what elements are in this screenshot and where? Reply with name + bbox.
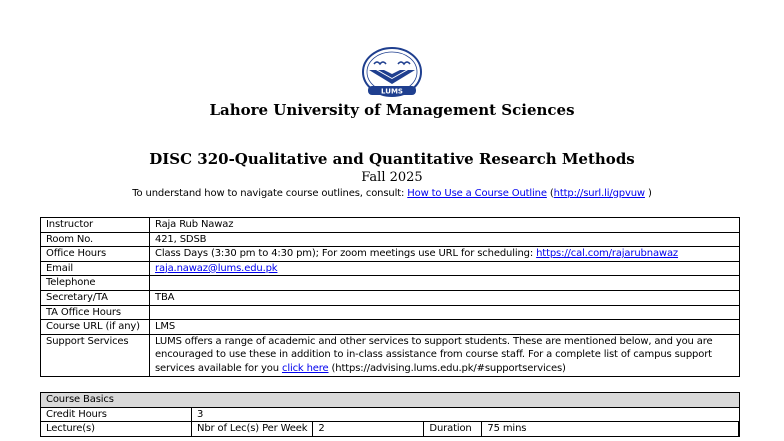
- table-row: [41, 393, 740, 408]
- instructor-value: Raja Rub Nawaz: [150, 218, 740, 233]
- term: Fall 2025: [361, 170, 423, 185]
- table-row: [41, 276, 740, 291]
- lums-logo-icon: [360, 46, 424, 98]
- table-row: [41, 232, 740, 247]
- ta-office-hours-value: [150, 305, 740, 320]
- course-basics-heading: Course Basics: [41, 393, 740, 408]
- table-spacer: [739, 422, 740, 437]
- secretary-label: Secretary/TA: [41, 290, 150, 305]
- course-outline-guide: [0, 188, 784, 199]
- svg-text:LUMS: LUMS: [381, 87, 403, 96]
- telephone-label: Telephone: [41, 276, 150, 291]
- credit-hours-label: Credit Hours: [41, 407, 192, 422]
- course-url-value: LMS: [150, 320, 740, 335]
- office-hours-cell: [150, 247, 740, 262]
- ta-office-hours-label: TA Office Hours: [41, 305, 150, 320]
- support-services-url: (https://advising.lums.edu.pk/#supportservices): [328, 362, 566, 374]
- lectures-label: Lecture(s): [41, 422, 192, 437]
- course-outline-guide-link[interactable]: How to Use a Course Outline: [407, 188, 547, 199]
- guide-text: To understand how to navigate course outlines, consult:: [132, 188, 408, 199]
- course-outline-guide-url[interactable]: http://surl.li/gpvuw: [553, 188, 645, 199]
- room-value: 421, SDSB: [150, 232, 740, 247]
- table-row: [41, 218, 740, 233]
- office-hours-value: Class Days (3:30 pm to 4:30 pm); For zoom meetings use URL for scheduling:: [155, 248, 537, 260]
- support-services-link[interactable]: click here: [281, 362, 329, 374]
- room-label: Room No.: [41, 232, 150, 247]
- table-row: [41, 261, 740, 276]
- credit-hours-value: 3: [192, 407, 740, 422]
- support-services-label: Support Services: [41, 334, 150, 376]
- duration-label: Duration: [424, 422, 482, 437]
- lectures-per-week-label: Nbr of Lec(s) Per Week: [192, 422, 313, 437]
- course-info-table: [40, 217, 740, 377]
- table-row: [41, 247, 740, 262]
- table-row: [41, 422, 740, 437]
- telephone-value: [150, 276, 740, 291]
- support-services-cell: [150, 334, 740, 376]
- instructor-label: Instructor: [41, 218, 150, 233]
- table-row: [41, 290, 740, 305]
- email-link[interactable]: raja.nawaz@lums.edu.pk: [155, 262, 278, 274]
- university-name: Lahore University of Management Sciences: [209, 101, 575, 119]
- office-hours-label: Office Hours: [41, 247, 150, 262]
- email-label: Email: [41, 261, 150, 276]
- course-basics-table: [40, 392, 740, 437]
- table-row: [41, 334, 740, 376]
- course-url-label: Course URL (if any): [41, 320, 150, 335]
- table-row: [41, 305, 740, 320]
- table-row: [41, 320, 740, 335]
- course-title: DISC 320-Qualitative and Quantitative Research Methods: [149, 150, 635, 168]
- scheduling-link[interactable]: https://cal.com/rajarubnawaz: [536, 248, 679, 260]
- table-row: [41, 407, 740, 422]
- support-services-text: LUMS offers a range of academic and other services to support students. These are mentioned below, and you are encouraged to use these in addition to in-class assistance from course staff. For a complete list of campus support services available for you: [155, 335, 713, 374]
- duration-value: 75 mins: [482, 422, 739, 437]
- email-cell: [150, 261, 740, 276]
- guide-paren-open: (: [546, 188, 554, 199]
- secretary-value: TBA: [150, 290, 740, 305]
- lectures-per-week-value: 2: [313, 422, 424, 437]
- guide-paren-close: ): [644, 188, 652, 199]
